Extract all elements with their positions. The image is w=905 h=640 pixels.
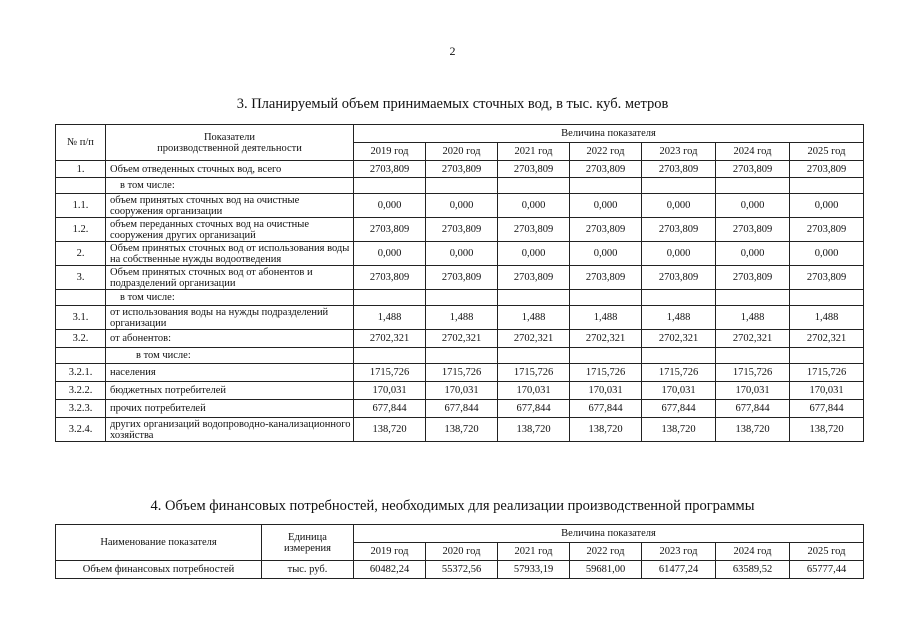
row-value [354,178,426,194]
row-label: в том числе: [106,348,354,364]
row-value: 1715,726 [570,364,642,382]
row-number [56,178,106,194]
row-value: 138,720 [642,418,716,442]
row-value: 138,720 [790,418,864,442]
row-number: 3.2.3. [56,400,106,418]
row-value: 2703,809 [716,266,790,290]
table-row [56,400,864,418]
row-value: 0,000 [570,194,642,218]
header-name: Наименование показателя [56,525,262,561]
wastewater-volume-table [55,124,864,442]
row-value [498,178,570,194]
table-row [56,178,864,194]
year-header: 2021 год [498,143,570,161]
row-value: 138,720 [716,418,790,442]
table-row [56,418,864,442]
year-header: 2024 год [716,543,790,561]
row-value: 2703,809 [570,161,642,178]
row-value: 1,488 [642,306,716,330]
year-header: 2025 год [790,143,864,161]
row-value [570,178,642,194]
row-value: 2703,809 [716,218,790,242]
table-row [56,266,864,290]
row-value: 138,720 [426,418,498,442]
row-value: 677,844 [716,400,790,418]
row-value: 0,000 [642,194,716,218]
row-value [570,348,642,364]
row-value: 2703,809 [790,161,864,178]
row-value: 1715,726 [642,364,716,382]
year-header: 2022 год [570,543,642,561]
row-value: 65777,44 [790,561,864,579]
table-row [56,348,864,364]
row-value: 57933,19 [498,561,570,579]
row-value: 1,488 [498,306,570,330]
row-value: 1715,726 [716,364,790,382]
table-row [56,306,864,330]
row-value: 0,000 [354,242,426,266]
header-num: № п/п [56,125,106,161]
row-value: 138,720 [498,418,570,442]
row-value: 2703,809 [354,266,426,290]
row-value [716,178,790,194]
row-value [642,348,716,364]
row-label: объем принятых сточных вод на очистные сооружения организации [106,194,354,218]
row-number: 3.2.4. [56,418,106,442]
row-number: 1.1. [56,194,106,218]
year-header: 2023 год [642,543,716,561]
year-header: 2019 год [354,543,426,561]
row-value: 2702,321 [570,330,642,348]
row-number: 3.1. [56,306,106,330]
row-value: 170,031 [790,382,864,400]
row-value: 0,000 [716,194,790,218]
row-label: объем переданных сточных вод на очистные сооружения других организаций [106,218,354,242]
header-unit: Единица измерения [262,525,354,561]
row-value: 677,844 [790,400,864,418]
row-value: 0,000 [642,242,716,266]
table-row [56,382,864,400]
year-header: 2021 год [498,543,570,561]
row-value: 1715,726 [790,364,864,382]
row-value [790,290,864,306]
row-value: 55372,56 [426,561,498,579]
row-value: 59681,00 [570,561,642,579]
row-value: 2702,321 [426,330,498,348]
row-value: 1,488 [426,306,498,330]
row-value: 0,000 [354,194,426,218]
row-value: 2703,809 [570,218,642,242]
row-value: 2703,809 [498,266,570,290]
table-row [56,364,864,382]
page-number: 2 [449,44,456,58]
row-value: 2703,809 [790,218,864,242]
header-value: Величина показателя [354,525,864,543]
row-value: 2703,809 [354,161,426,178]
row-name: Объем финансовых потребностей [56,561,262,579]
row-value [354,290,426,306]
table-row [56,330,864,348]
row-value: 677,844 [354,400,426,418]
row-value: 1715,726 [354,364,426,382]
table-row [56,218,864,242]
header-value: Величина показателя [354,125,864,143]
row-label: от абонентов: [106,330,354,348]
row-value: 2702,321 [790,330,864,348]
row-value: 170,031 [426,382,498,400]
row-value: 1,488 [716,306,790,330]
row-value: 2703,809 [426,266,498,290]
row-value: 138,720 [354,418,426,442]
row-value: 138,720 [570,418,642,442]
row-value [426,348,498,364]
row-number: 3. [56,266,106,290]
row-value: 60482,24 [354,561,426,579]
row-label: бюджетных потребителей [106,382,354,400]
row-value: 2702,321 [642,330,716,348]
row-label: других организаций водопроводно-канализационного хозяйства [106,418,354,442]
row-value [354,348,426,364]
row-value: 2703,809 [790,266,864,290]
table-row [56,290,864,306]
row-value: 1,488 [570,306,642,330]
row-value [570,290,642,306]
row-value [498,290,570,306]
row-number: 1. [56,161,106,178]
row-value: 1715,726 [426,364,498,382]
row-value: 170,031 [498,382,570,400]
row-value: 2703,809 [570,266,642,290]
row-value: 2703,809 [426,218,498,242]
row-number [56,290,106,306]
row-value: 170,031 [642,382,716,400]
row-value: 677,844 [642,400,716,418]
section-4-title: 4. Объем финансовых потребностей, необходимых для реализации производственной программы [150,498,755,514]
row-value: 0,000 [426,194,498,218]
financial-needs-table [55,524,864,579]
table-row [56,161,864,178]
row-number: 2. [56,242,106,266]
row-label: Объем принятых сточных вод от использования воды на собственные нужды водоотведения [106,242,354,266]
row-value [426,290,498,306]
row-value: 0,000 [498,194,570,218]
year-header: 2020 год [426,143,498,161]
row-value: 0,000 [426,242,498,266]
row-value: 1,488 [790,306,864,330]
year-header: 2022 год [570,143,642,161]
row-label: Объем отведенных сточных вод, всего [106,161,354,178]
row-value: 2703,809 [426,161,498,178]
row-value: 170,031 [716,382,790,400]
header-indicator: Показатели производственной деятельности [106,125,354,161]
row-value [642,290,716,306]
row-label: в том числе: [106,290,354,306]
row-number: 3.2. [56,330,106,348]
table-row [56,561,864,579]
row-value [642,178,716,194]
row-value: 63589,52 [716,561,790,579]
row-unit: тыс. руб. [262,561,354,579]
row-value: 2703,809 [716,161,790,178]
year-header: 2024 год [716,143,790,161]
row-number: 1.2. [56,218,106,242]
row-label: от использования воды на нужды подразделений организации [106,306,354,330]
row-value: 2703,809 [498,218,570,242]
row-value: 0,000 [790,242,864,266]
row-label: прочих потребителей [106,400,354,418]
row-label: в том числе: [106,178,354,194]
row-value: 0,000 [790,194,864,218]
row-label: Объем принятых сточных вод от абонентов и подразделений организации [106,266,354,290]
row-value [790,348,864,364]
row-value: 0,000 [570,242,642,266]
section-3-title: 3. Планируемый объем принимаемых сточных вод, в тыс. куб. метров [236,96,669,112]
row-value: 677,844 [426,400,498,418]
row-number: 3.2.1. [56,364,106,382]
year-header: 2019 год [354,143,426,161]
row-value: 2702,321 [354,330,426,348]
row-value: 61477,24 [642,561,716,579]
row-number: 3.2.2. [56,382,106,400]
year-header: 2023 год [642,143,716,161]
row-value: 677,844 [498,400,570,418]
row-value: 2702,321 [498,330,570,348]
year-header: 2025 год [790,543,864,561]
row-value: 2703,809 [354,218,426,242]
row-value: 2702,321 [716,330,790,348]
row-value [498,348,570,364]
row-value: 1,488 [354,306,426,330]
row-value: 677,844 [570,400,642,418]
row-value: 2703,809 [642,161,716,178]
row-value [716,348,790,364]
row-value: 2703,809 [642,218,716,242]
row-value: 2703,809 [642,266,716,290]
row-value [790,178,864,194]
row-label: населения [106,364,354,382]
row-value: 2703,809 [498,161,570,178]
row-value: 170,031 [570,382,642,400]
row-value: 0,000 [716,242,790,266]
table-row [56,194,864,218]
row-value: 1715,726 [498,364,570,382]
table-row [56,242,864,266]
row-value [426,178,498,194]
row-value [716,290,790,306]
row-value: 0,000 [498,242,570,266]
row-value: 170,031 [354,382,426,400]
year-header: 2020 год [426,543,498,561]
row-number [56,348,106,364]
